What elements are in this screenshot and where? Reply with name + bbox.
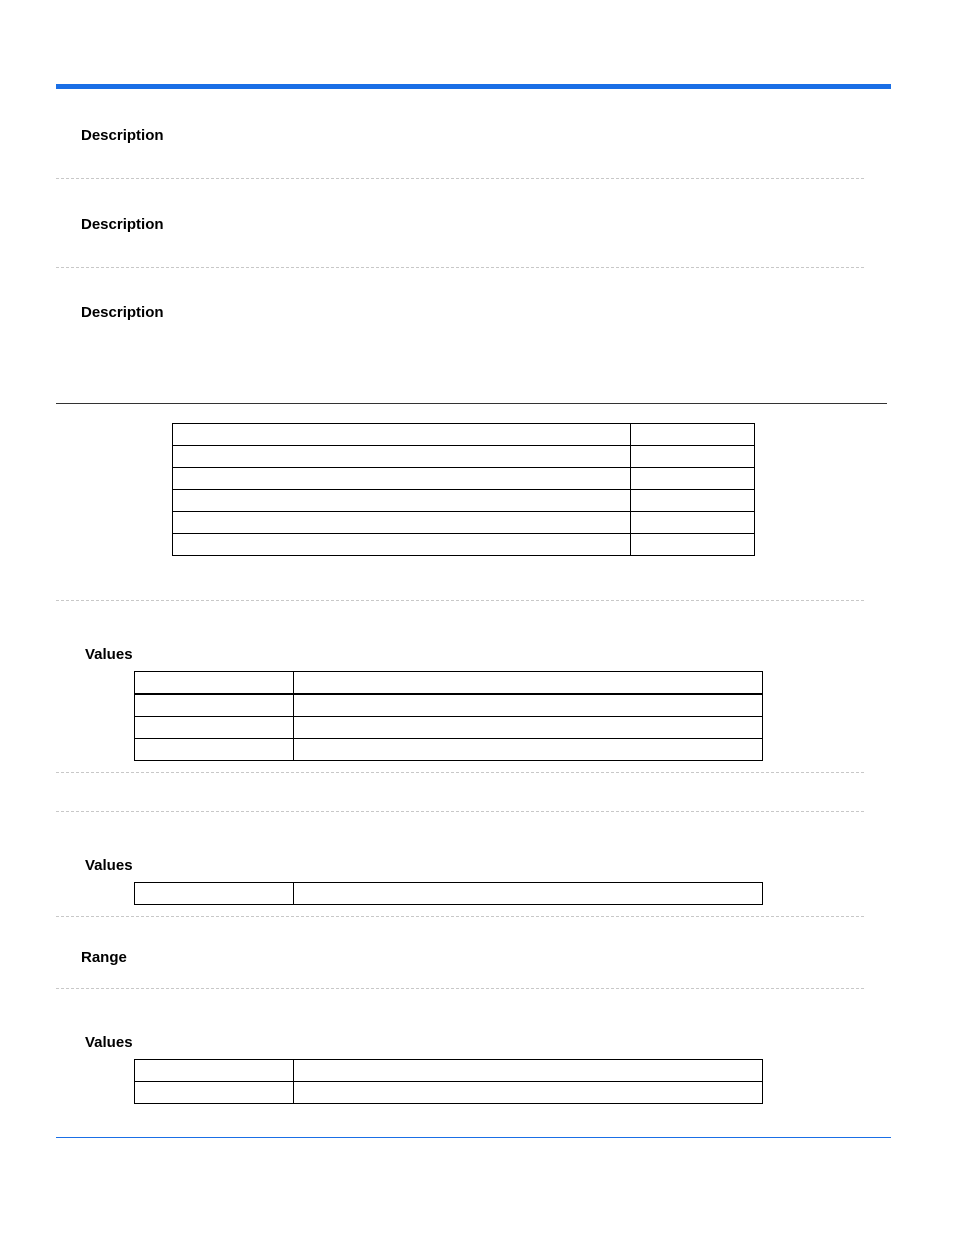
- table-cell: [294, 883, 763, 905]
- section-heading-range: Range: [81, 949, 127, 966]
- table-cell: [135, 883, 294, 905]
- table-cell: [631, 446, 755, 468]
- table-cell: [294, 717, 763, 739]
- values-table-2: [134, 882, 763, 905]
- table-cell: [631, 490, 755, 512]
- table-row: [173, 490, 755, 512]
- table-row: [173, 446, 755, 468]
- table-cell: [631, 512, 755, 534]
- table-row: [173, 468, 755, 490]
- table-row: [173, 512, 755, 534]
- table-cell: [631, 468, 755, 490]
- section-heading-description-1: Description: [81, 127, 164, 144]
- section-divider: [56, 772, 864, 773]
- table-cell: [173, 534, 631, 556]
- table-row: [135, 717, 763, 739]
- table-cell: [294, 1060, 763, 1082]
- section-divider: [56, 600, 864, 601]
- table-row: [135, 1060, 763, 1082]
- table-cell: [294, 672, 763, 695]
- footer-rule: [56, 1137, 891, 1138]
- table-cell: [135, 739, 294, 761]
- table-cell: [135, 1082, 294, 1104]
- table-cell: [135, 672, 294, 695]
- table-cell: [173, 424, 631, 446]
- table-cell: [294, 739, 763, 761]
- values-table-3: [134, 1059, 763, 1104]
- values-table-1: [134, 671, 763, 761]
- section-divider: [56, 267, 864, 268]
- section-divider: [56, 916, 864, 917]
- section-heading-values-2: Values: [85, 857, 133, 874]
- table-header-row: [135, 672, 763, 695]
- table-cell: [135, 1060, 294, 1082]
- table-row: [135, 883, 763, 905]
- section-heading-description-2: Description: [81, 216, 164, 233]
- table-cell: [631, 424, 755, 446]
- section-divider: [56, 178, 864, 179]
- section-heading-description-3: Description: [81, 304, 164, 321]
- section-divider: [56, 811, 864, 812]
- table-row: [173, 534, 755, 556]
- header-accent-bar: [56, 84, 891, 89]
- table-cell: [294, 694, 763, 717]
- section-heading-values-1: Values: [85, 646, 133, 663]
- table-cell: [173, 446, 631, 468]
- section-heading-values-3: Values: [85, 1034, 133, 1051]
- section-rule: [56, 403, 887, 404]
- main-table: [172, 423, 755, 556]
- table-cell: [173, 490, 631, 512]
- table-row: [173, 424, 755, 446]
- table-row: [135, 739, 763, 761]
- table-row: [135, 694, 763, 717]
- table-cell: [173, 512, 631, 534]
- section-divider: [56, 988, 864, 989]
- table-cell: [135, 717, 294, 739]
- table-row: [135, 1082, 763, 1104]
- table-cell: [173, 468, 631, 490]
- table-cell: [294, 1082, 763, 1104]
- table-cell: [135, 694, 294, 717]
- table-cell: [631, 534, 755, 556]
